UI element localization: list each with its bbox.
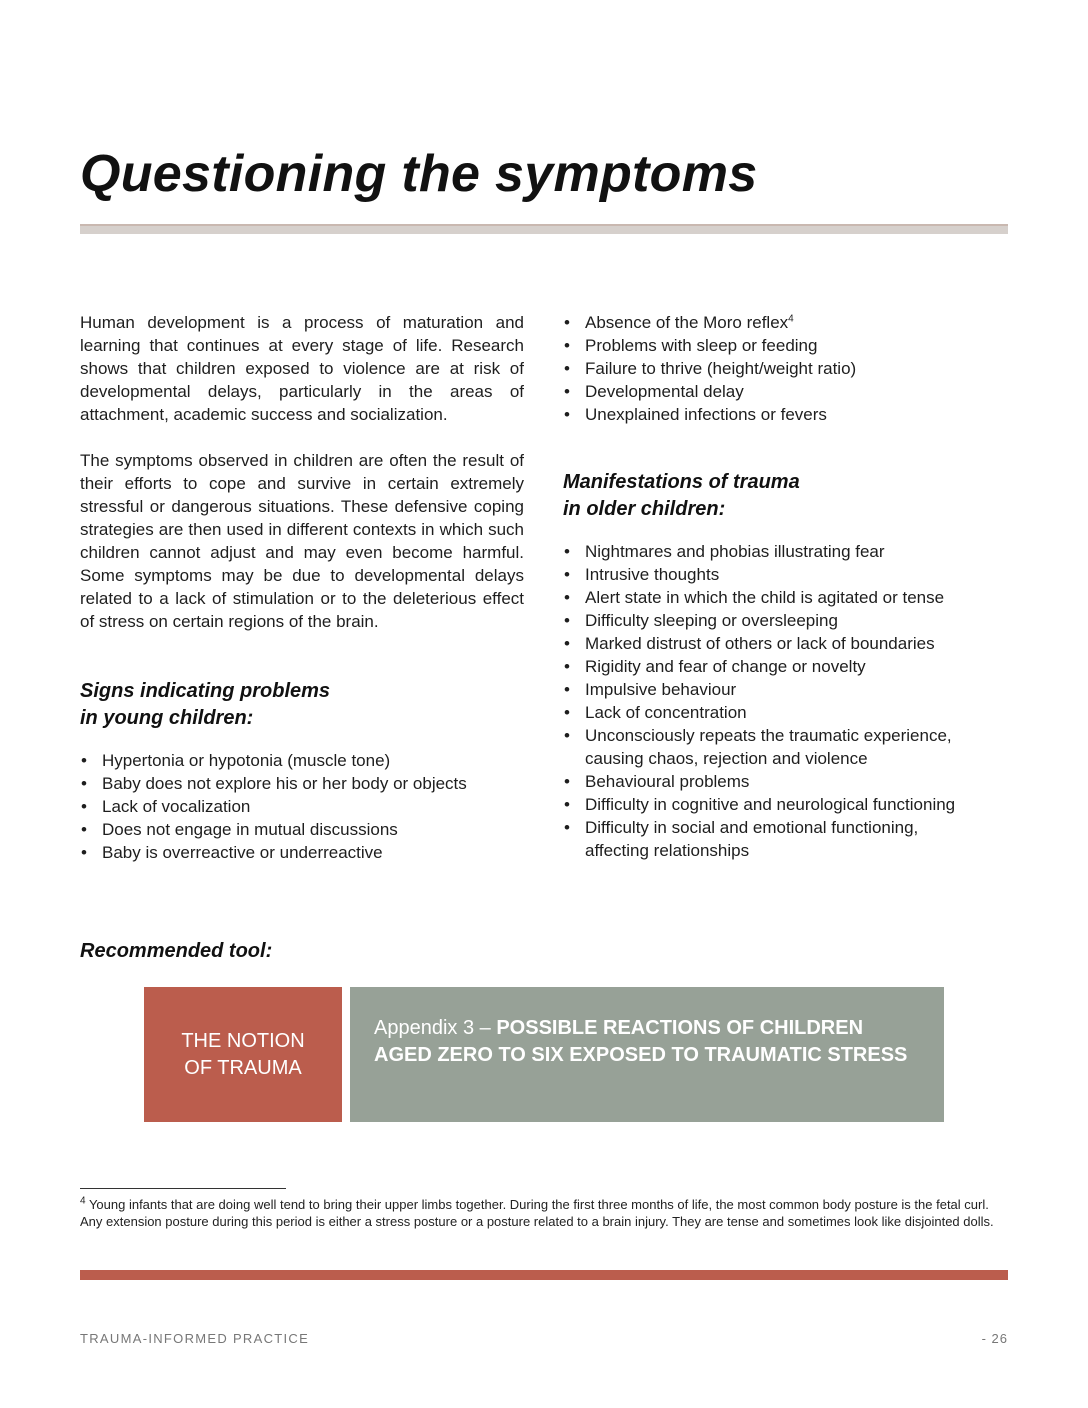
older-heading-line-2: in older children: (563, 498, 726, 520)
notion-line-1: THE NOTION (181, 1029, 305, 1052)
list-item: • Failure to thrive (height/weight ratio) (563, 357, 1008, 380)
notion-line-2: OF TRAUMA (184, 1056, 302, 1079)
moro-reflex-text: Absence of the Moro reflex (585, 313, 789, 332)
footer-document-title: TRAUMA-INFORMED PRACTICE (80, 1331, 310, 1346)
list-item: • Intrusive thoughts (563, 563, 1008, 586)
young-signs-list-continued (563, 311, 1008, 426)
list-item: • Behavioural problems (563, 770, 1008, 793)
symptoms-paragraph: The symptoms observed in children are often the result of their efforts to cope and survive in certain extremely stressful or dangerous situations. These defensive coping strategies are then used in different contexts in which such children cannot adjust and may even become harmful. Some symptoms may be due to developmental delays related to a lack of stimulation or to the deleterious effect of stress on certain regions of the brain. (80, 451, 524, 631)
young-children-heading (80, 678, 524, 732)
footnote (80, 1196, 1008, 1230)
list-item: • Difficulty sleeping or oversleeping (563, 609, 1008, 632)
young-heading-line-1: Signs indicating problems (80, 680, 331, 702)
list-item: • Baby is overreactive or underreactive (80, 841, 524, 864)
list-item: • Baby does not explore his or her body or objects (80, 772, 524, 795)
page-number: - 26 (981, 1331, 1008, 1346)
notion-of-trauma-box[interactable] (144, 987, 342, 1122)
footnote-text: Young infants that are doing well tend to bring their upper limbs together. During the first three months of life, the most common body posture is the fetal curl. Any extension posture during this period is either a stress posture or a posture related to a brain injury. They are tense and sometimes look like disjointed dolls. (80, 1197, 994, 1229)
list-item: • Nightmares and phobias illustrating fear (563, 540, 1008, 563)
list-item: • Hypertonia or hypotonia (muscle tone) (80, 749, 524, 772)
list-item: • Unexplained infections or fevers (563, 403, 1008, 426)
list-item: • Developmental delay (563, 380, 1008, 403)
list-item: • Does not engage in mutual discussions (80, 818, 524, 841)
list-item (563, 311, 1008, 334)
footnote-divider (80, 1188, 286, 1189)
title-divider (80, 224, 1008, 234)
list-item: • Difficulty in social and emotional functioning, affecting relationships (563, 816, 1008, 862)
list-item: • Marked distrust of others or lack of boundaries (563, 632, 1008, 655)
list-item: • Lack of vocalization (80, 795, 524, 818)
recommended-tool-label: Recommended tool: (80, 940, 273, 962)
footnote-number: 4 (80, 1195, 86, 1207)
older-heading-line-1: Manifestations of trauma (563, 471, 800, 493)
list-item: • Difficulty in cognitive and neurological functioning (563, 793, 1008, 816)
list-item: • Lack of concentration (563, 701, 1008, 724)
older-children-heading (563, 469, 1008, 523)
footer-accent-bar (80, 1270, 1008, 1280)
older-manifestations-list (563, 540, 1008, 862)
appendix-title: POSSIBLE REACTIONS OF CHILDREN AGED ZERO TO SIX EXPOSED TO TRAUMATIC STRESS (374, 1017, 908, 1066)
list-item: • Impulsive behaviour (563, 678, 1008, 701)
list-item: • Problems with sleep or feeding (563, 334, 1008, 357)
list-item: • Rigidity and fear of change or novelty (563, 655, 1008, 678)
appendix-prefix: Appendix 3 – (374, 1017, 497, 1039)
appendix-3-link[interactable] (350, 987, 944, 1122)
young-signs-list (80, 749, 524, 864)
list-item: • Unconsciously repeats the traumatic experience, causing chaos, rejection and violence (563, 724, 1008, 770)
list-item: • Alert state in which the child is agitated or tense (563, 586, 1008, 609)
right-column (563, 311, 1008, 862)
page-title: Questioning the symptoms (80, 145, 758, 203)
footnote-marker: 4 (788, 313, 794, 325)
intro-paragraph: Human development is a process of maturation and learning that continues at every stage of life. Research shows that children exposed to violence are at risk of developmental delays, particularly in the areas of attachment, academic success and socialization. (80, 313, 524, 424)
left-column (80, 311, 524, 864)
young-heading-line-2: in young children: (80, 707, 254, 729)
